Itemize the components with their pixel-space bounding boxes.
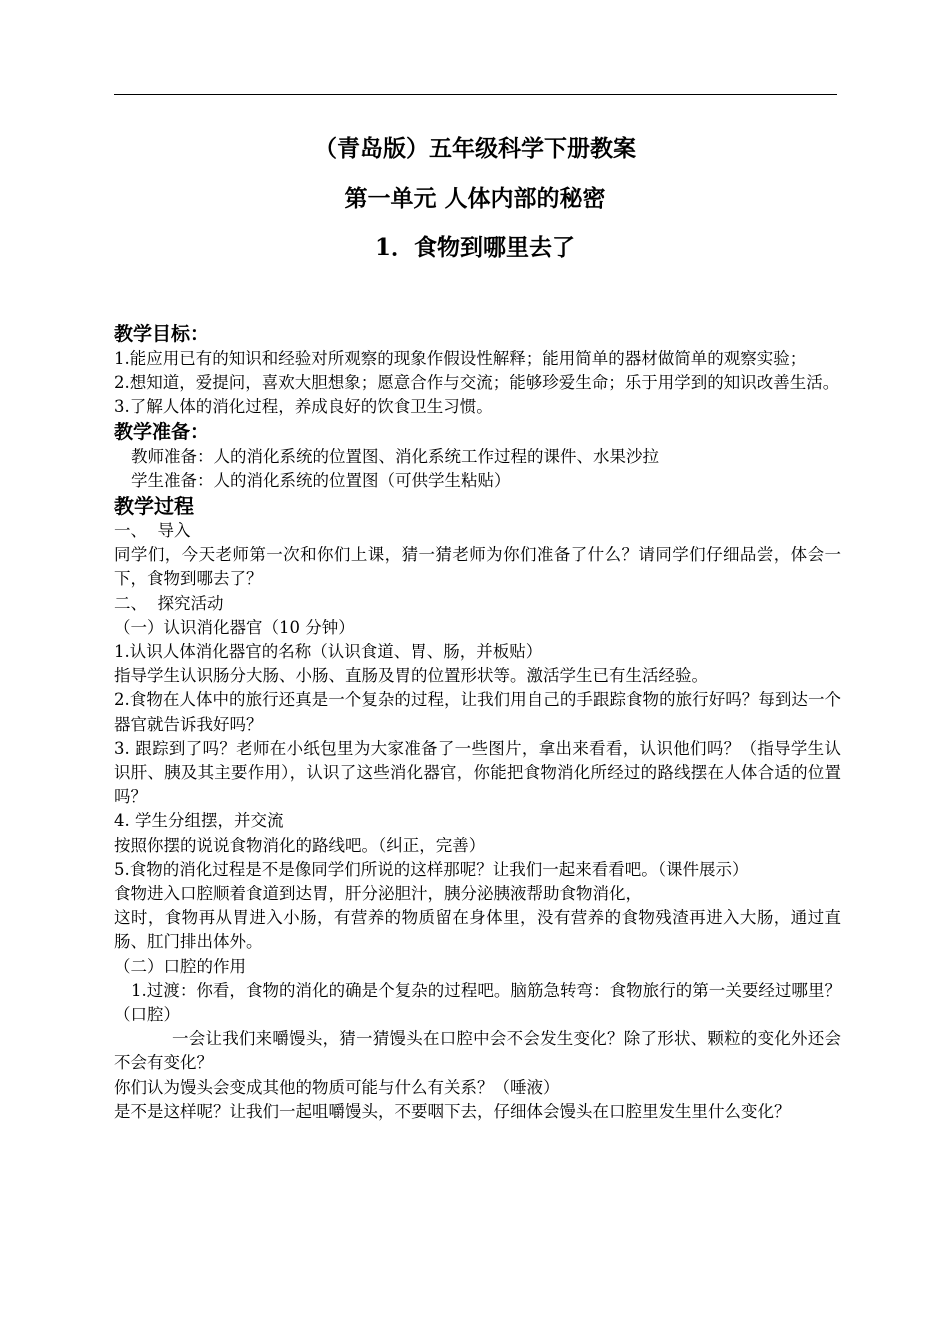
part1-line: 4. 学生分组摆，并交流 [114,811,284,831]
part1-title: （一）认识消化器官（10 分钟） [114,617,355,637]
part1-line: 2.食物在人体中的旅行还真是一个复杂的过程，让我们用自己的手跟踪食物的旅行好吗？每到达一个器官就告诉我好吗？ [114,690,841,734]
objective-item: 1.能应用已有的知识和经验对所观察的现象作假设性解释；能用简单的器材做简单的观察实验； [114,349,807,368]
intro-text: 同学们，今天老师第一次和你们上课，猜一猜老师为你们准备了什么？请同学们仔细品尝，体会一下，食物到哪去了？ [114,545,841,589]
part2-line: 你们认为馒头会变成其他的物质可能与什么有关系？（唾液） [114,1077,560,1097]
lesson-body [114,322,841,1124]
objective-item: 2.想知道，爱提问，喜欢大胆想象；愿意合作与交流；能够珍爱生命；乐于用学到的知识改善生活。 [114,373,840,393]
part1-line: 1.认识人体消化器官的名称（认识食道、胃、肠，并板贴） [114,642,543,662]
explore-label: 二、 探究活动 [114,593,224,613]
part2-line: 一会让我们来嚼馒头，猜一猜馒头在口腔中会不会发生变化？除了形状、颗粒的变化外还会不会有变化？ [114,1029,841,1073]
part2-line: 1.过渡：你看，食物的消化的确是个复杂的过程吧。脑筋急转弯：食物旅行的第一关要经过哪里？（口腔） [114,980,841,1025]
teacher-preparation: 教师准备：人的消化系统的位置图、消化系统工作过程的课件、水果沙拉 [131,446,659,466]
header-rule [114,94,837,95]
preparation-heading: 教学准备： [114,420,210,443]
student-preparation: 学生准备：人的消化系统的位置图（可供学生粘贴） [131,470,511,490]
part1-line: 指导学生认识肠分大肠、小肠、直肠及胃的位置形状等。激活学生已有生活经验。 [114,666,708,686]
lesson-title: 1．食物到哪里去了 [374,234,575,261]
process-heading: 教学过程 [114,494,194,519]
objective-item: 3.了解人体的消化过程，养成良好的饮食卫生习惯。 [114,397,493,417]
part1-line: 这时，食物再从胃进入小肠，有营养的物质留在身体里，没有营养的食物残渣再进入大肠，通过直肠、肛门排出体外。 [114,908,841,952]
part2-title: （二）口腔的作用 [114,956,246,976]
unit-title: 第一单元 人体内部的秘密 [344,185,606,212]
part1-line: 食物进入口腔顺着食道到达胃，肝分泌胆汁，胰分泌胰液帮助食物消化， [114,884,642,904]
intro-label: 一、 导入 [114,521,191,541]
objectives-heading: 教学目标： [114,323,210,345]
part1-line: 按照你摆的说说食物消化的路线吧。（纠正，完善） [114,835,486,855]
part2-line: 是不是这样呢？让我们一起咀嚼馒头，不要咽下去，仔细体会馒头在口腔里发生里什么变化？ [114,1101,791,1121]
part1-line: 5.食物的消化过程是不是像同学们所说的这样那呢？让我们一起来看看吧。（课件展示） [114,859,749,879]
part1-line: 3. 跟踪到了吗？老师在小纸包里为大家准备了一些图片，拿出来看看，认识他们吗？（指导学生认识肝、胰及其主要作用），认识了这些消化器官，你能把食物消化所经过的路线摆在人体合适的位置吗？ [114,738,841,807]
document-title: （青岛版）五年级科学下册教案 [314,135,636,162]
